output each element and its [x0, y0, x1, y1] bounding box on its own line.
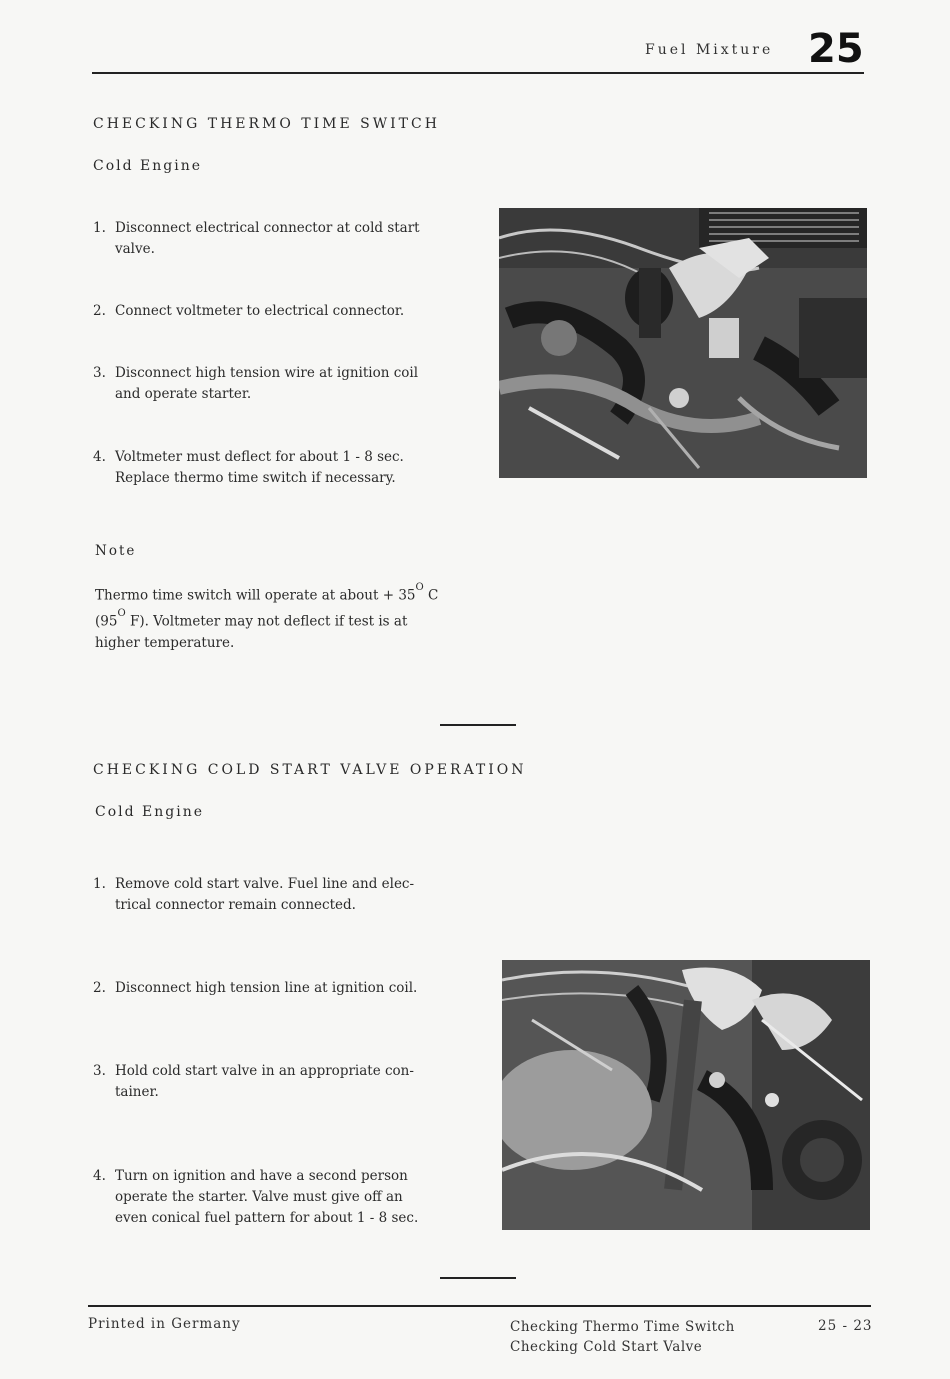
section1-step-1: 1. Disconnect electrical connector at cold start valve. — [93, 220, 420, 257]
header-title: Fuel Mixture — [645, 42, 774, 58]
note-line-1: Thermo time switch will operate at about + $35^O$ C — [95, 582, 439, 604]
section-divider-2 — [440, 1277, 516, 1279]
footer-topic-2: Checking Cold Start Valve — [510, 1339, 703, 1355]
footer-page-number: 25 - 23 — [818, 1318, 873, 1334]
footer-rule — [88, 1305, 871, 1307]
header-rule — [92, 72, 864, 74]
section2-step-2: 2. Disconnect high tension line at ignition coil. — [93, 980, 418, 996]
engine-photo-cold-start-valve — [502, 960, 870, 1230]
footer-printed: Printed in Germany — [88, 1316, 241, 1332]
footer-topic-1: Checking Thermo Time Switch — [510, 1319, 735, 1335]
engine-photo-illustration — [499, 208, 867, 478]
note-text — [95, 581, 475, 655]
section1-heading: CHECKING THERMO TIME SWITCH — [93, 116, 440, 132]
section1-step-3: 3. Disconnect high tension wire at ignition coil and operate starter. — [93, 365, 419, 402]
section2-step-4: 4. Turn on ignition and have a second person operate the starter. Valve must give off an even conical fuel pattern for about 1 - 8 sec. — [93, 1168, 419, 1226]
section2-step-3: 3. Hold cold start valve in an appropriate con- tainer. — [93, 1063, 414, 1100]
note-label: Note — [95, 543, 137, 559]
engine-photo-thermo-switch — [499, 208, 867, 478]
section2-step-1: 1. Remove cold start valve. Fuel line and elec- trical connector remain connected. — [93, 876, 415, 913]
note-line-2: ($95^O$ F). Voltmeter may not deflect if test is at — [95, 608, 408, 630]
note-line-3: higher temperature. — [95, 635, 235, 651]
section2-subheading: Cold Engine — [95, 804, 205, 820]
section-divider — [440, 724, 516, 726]
section1-step-2: 2. Connect voltmeter to electrical connector. — [93, 303, 405, 319]
section1-step-4: 4. Voltmeter must deflect for about 1 - 8 sec. Replace thermo time switch if necessary. — [93, 449, 404, 486]
footer-topics — [510, 1317, 735, 1357]
engine-photo-illustration-2 — [502, 960, 870, 1230]
section1-subheading: Cold Engine — [93, 158, 203, 174]
chapter-number: 25 — [808, 26, 864, 72]
section2-heading: CHECKING COLD START VALVE OPERATION — [93, 762, 527, 778]
